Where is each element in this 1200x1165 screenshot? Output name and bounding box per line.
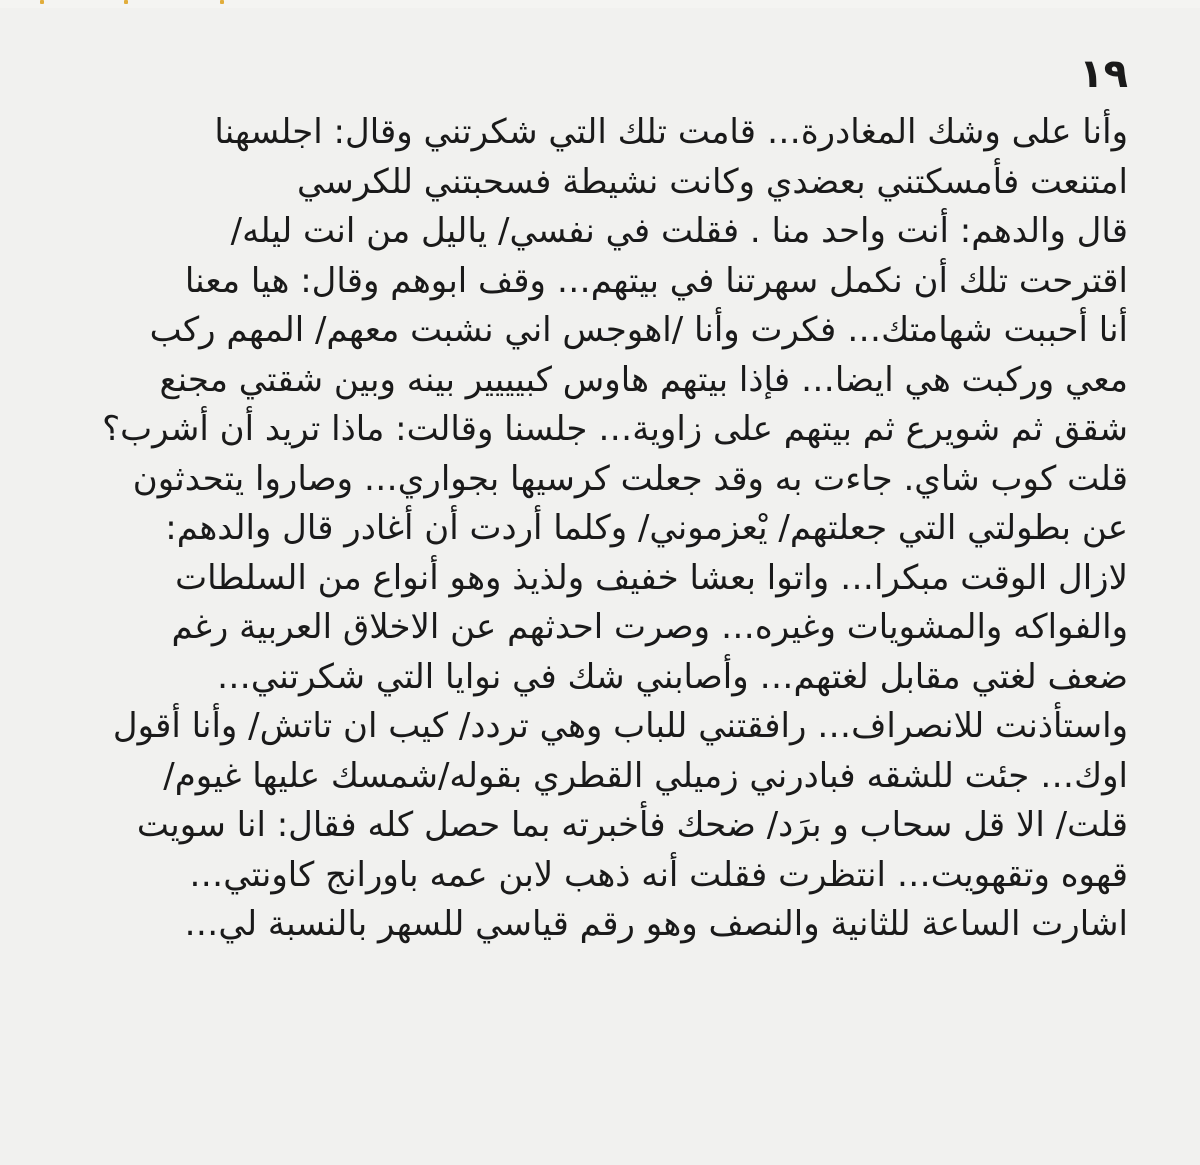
note-line: اوك… جئت للشقه فبادرني زميلي القطري بقوله/شمسك عليها غيوم/ bbox=[163, 755, 1128, 796]
note-line: اقترحت تلك أن نكمل سهرتنا في بيتهم… وقف ابوهم وقال: هيا معنا bbox=[184, 260, 1128, 301]
note-line: واستأذنت للانصراف… رافقتني للباب وهي تردد/ كيب ان تاتش/ وأنا أقول bbox=[112, 706, 1128, 746]
page-number: ١٩ bbox=[1079, 51, 1128, 97]
note-line: والفواكه والمشويات وغيره… وصرت احدثهم عن الاخلاق العربية رغم bbox=[171, 607, 1128, 647]
note-line: ضعف لغتي مقابل لغتهم… وأصابني شك في نوايا التي شكرتني… bbox=[216, 656, 1128, 697]
note-line: قلت كوب شاي. جاءت به وقد جعلت كرسيها بجواري… وصاروا يتحدثون bbox=[132, 458, 1128, 499]
note-line: عن بطولتي التي جعلتهم/ يْعزموني/ وكلما أردت أن أغادر قال والدهم: bbox=[165, 508, 1128, 548]
note-line: امتنعت فأمسكتني بعضدي وكانت نشيطة فسحبتني للكرسي bbox=[296, 161, 1128, 202]
note-line: اشارت الساعة للثانية والنصف وهو رقم قياسي للسهر بالنسبة لي… bbox=[184, 904, 1128, 944]
note-line: وأنا على وشك المغادرة… قامت تلك التي شكرتني وقال: اجلسهنا bbox=[214, 112, 1128, 152]
note-line: أنا أحببت شهامتك… فكرت وأنا /اهوجس اني نشبت معهم/ المهم ركب bbox=[149, 310, 1128, 350]
note-line: معي وركبت هي ايضا… فإذا بيتهم هاوس كبيييير بينه وبين شقتي مجنع bbox=[159, 359, 1128, 400]
note-line: قال والدهم: أنت واحد منا . فقلت في نفسي/ ياليل من انت ليله/ bbox=[230, 211, 1128, 251]
note-line: قهوه وتقهويت… انتظرت فقلت أنه ذهب لابن عمه باورانج كاونتي… bbox=[189, 854, 1128, 895]
note-body bbox=[18, 108, 1128, 950]
note-line: قلت/ الا قل سحاب و برَد/ ضحك فأخبرته بما حصل كله فقال: انا سويت bbox=[136, 805, 1128, 845]
note-line: شقق ثم شويرع ثم بيتهم على زاوية… جلسنا وقالت: ماذا تريد أن أشرب؟ bbox=[102, 409, 1128, 449]
note-line: لازال الوقت مبكرا… واتوا بعشا خفيف ولذيذ وهو أنواع من السلطات bbox=[175, 557, 1128, 598]
